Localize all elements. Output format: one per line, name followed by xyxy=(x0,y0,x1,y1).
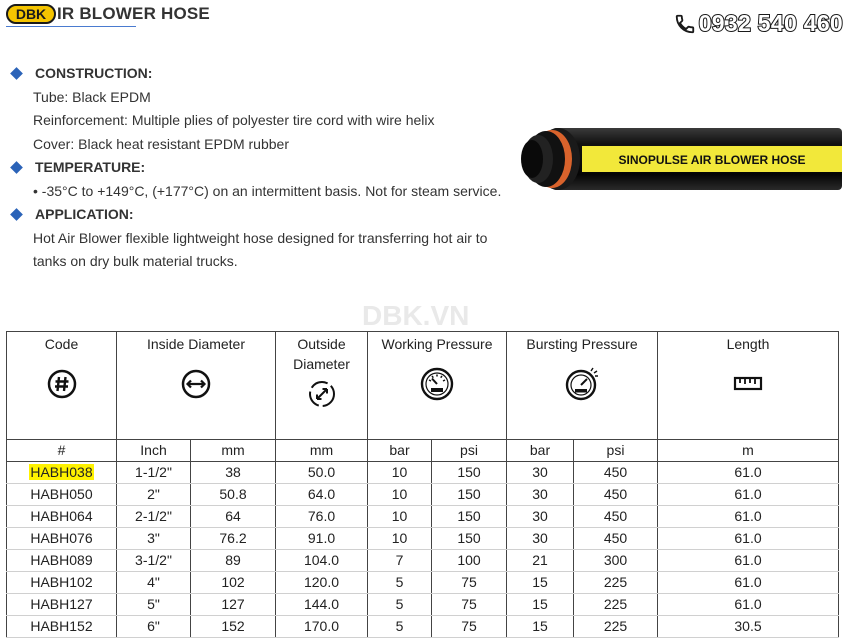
phone-number: 0932 540 460 xyxy=(698,10,843,36)
table-cell: 21 xyxy=(507,550,574,572)
table-cell: 1-1/2" xyxy=(117,462,191,484)
table-unit-row xyxy=(7,440,839,462)
unit-cell: m xyxy=(658,440,839,462)
table-cell: 15 xyxy=(507,616,574,638)
col-code: Code xyxy=(7,332,117,440)
table-cell: 5" xyxy=(117,594,191,616)
diamond-bullet-icon xyxy=(10,208,23,221)
product-code-cell xyxy=(7,462,117,484)
phone-icon xyxy=(674,13,696,35)
product-code-cell: HABH050 xyxy=(7,484,117,506)
table-row xyxy=(7,572,839,594)
table-cell: 38 xyxy=(191,462,276,484)
table-cell: 10 xyxy=(368,506,432,528)
table-cell: 450 xyxy=(574,462,658,484)
table-cell: 89 xyxy=(191,550,276,572)
table-cell: 30 xyxy=(507,506,574,528)
diameter-arrows-icon xyxy=(181,369,211,399)
diamond-bullet-icon xyxy=(10,67,23,80)
pressure-gauge-icon xyxy=(420,367,454,401)
product-code-cell: HABH152 xyxy=(7,616,117,638)
unit-cell: psi xyxy=(432,440,507,462)
table-cell: 50.0 xyxy=(276,462,368,484)
table-row xyxy=(7,506,839,528)
table-cell: 150 xyxy=(432,484,507,506)
page-title: IR BLOWER HOSE xyxy=(57,4,210,23)
table-cell: 75 xyxy=(432,616,507,638)
product-code-cell: HABH127 xyxy=(7,594,117,616)
table-cell: 61.0 xyxy=(658,462,839,484)
table-cell: 75 xyxy=(432,572,507,594)
outside-diameter-icon xyxy=(307,379,337,409)
table-cell: 225 xyxy=(574,572,658,594)
table-cell: 4" xyxy=(117,572,191,594)
col-working-pressure: Working Pressure xyxy=(368,332,507,440)
product-code-cell: HABH076 xyxy=(7,528,117,550)
table-cell: 64.0 xyxy=(276,484,368,506)
table-cell: 30 xyxy=(507,462,574,484)
table-cell: 5 xyxy=(368,594,432,616)
temperature-heading: TEMPERATURE: xyxy=(10,156,510,180)
bursting-gauge-icon xyxy=(564,367,600,401)
hose-image xyxy=(512,118,842,204)
unit-cell: # xyxy=(7,440,117,462)
table-row xyxy=(7,462,839,484)
reinforcement-text: Reinforcement: Multiple plies of polyester tire cord with wire helix xyxy=(33,112,435,128)
unit-cell: mm xyxy=(191,440,276,462)
table-cell: 120.0 xyxy=(276,572,368,594)
table-cell: 10 xyxy=(368,462,432,484)
watermark: DBK.VN xyxy=(362,300,470,331)
table-cell: 100 xyxy=(432,550,507,572)
table-cell: 30.5 xyxy=(658,616,839,638)
table-row xyxy=(7,616,839,638)
table-cell: 5 xyxy=(368,572,432,594)
table-cell: 7 xyxy=(368,550,432,572)
tube-text: Tube: Black EPDM xyxy=(33,88,151,105)
table-cell: 150 xyxy=(432,528,507,550)
col-length: Length xyxy=(658,332,839,440)
table-row xyxy=(7,528,839,550)
table-cell: 104.0 xyxy=(276,550,368,572)
table-cell: 64 xyxy=(191,506,276,528)
cover-text: Cover: Black heat resistant EPDM rubber xyxy=(33,135,289,152)
construction-heading: CONSTRUCTION: xyxy=(10,62,510,86)
table-row xyxy=(7,484,839,506)
table-cell: 75 xyxy=(432,594,507,616)
table-cell: 61.0 xyxy=(658,506,839,528)
table-body xyxy=(7,462,839,638)
table-cell: 450 xyxy=(574,528,658,550)
table-cell: 2-1/2" xyxy=(117,506,191,528)
table-cell: 152 xyxy=(191,616,276,638)
table-row xyxy=(7,594,839,616)
unit-cell: mm xyxy=(276,440,368,462)
table-cell: 15 xyxy=(507,594,574,616)
title-underline xyxy=(6,26,136,27)
table-cell: 50.8 xyxy=(191,484,276,506)
highlighted-code: HABH038 xyxy=(30,464,93,480)
description xyxy=(10,62,510,274)
product-code-cell: HABH064 xyxy=(7,506,117,528)
product-code-cell: HABH102 xyxy=(7,572,117,594)
table-cell: 450 xyxy=(574,506,658,528)
hash-icon xyxy=(47,369,77,399)
application-text: Hot Air Blower flexible lightweight hose designed for transferring hot air to tanks on dry bulk material trucks. xyxy=(33,229,488,269)
table-cell: 102 xyxy=(191,572,276,594)
table-cell: 61.0 xyxy=(658,528,839,550)
table-cell: 61.0 xyxy=(658,550,839,572)
table-cell: 170.0 xyxy=(276,616,368,638)
phone-contact[interactable] xyxy=(674,10,843,37)
table-cell: 10 xyxy=(368,484,432,506)
table-cell: 30 xyxy=(507,484,574,506)
table-cell: 150 xyxy=(432,462,507,484)
table-cell: 10 xyxy=(368,528,432,550)
table-cell: 3" xyxy=(117,528,191,550)
table-cell: 61.0 xyxy=(658,594,839,616)
table-cell: 30 xyxy=(507,528,574,550)
brand-header xyxy=(6,4,210,24)
unit-cell: psi xyxy=(574,440,658,462)
table-cell: 300 xyxy=(574,550,658,572)
table-cell: 76.2 xyxy=(191,528,276,550)
table-cell: 225 xyxy=(574,616,658,638)
product-code-cell: HABH089 xyxy=(7,550,117,572)
temperature-text: • -35°C to +149°C, (+177°C) on an intermittent basis. Not for steam service. xyxy=(33,182,502,199)
table-cell: 61.0 xyxy=(658,484,839,506)
table-cell: 127 xyxy=(191,594,276,616)
table-cell: 144.0 xyxy=(276,594,368,616)
table-cell: 6" xyxy=(117,616,191,638)
ruler-icon xyxy=(733,375,763,393)
table-header-row xyxy=(7,332,839,440)
table-cell: 225 xyxy=(574,594,658,616)
table-cell: 3-1/2" xyxy=(117,550,191,572)
unit-cell: Inch xyxy=(117,440,191,462)
diamond-bullet-icon xyxy=(10,161,23,174)
col-bursting-pressure: Bursting Pressure xyxy=(507,332,658,440)
table-row xyxy=(7,550,839,572)
spec-table xyxy=(6,331,839,638)
unit-cell: bar xyxy=(507,440,574,462)
table-cell: 450 xyxy=(574,484,658,506)
table-cell: 5 xyxy=(368,616,432,638)
table-cell: 2" xyxy=(117,484,191,506)
dbk-logo[interactable]: DBK xyxy=(6,4,56,24)
table-cell: 61.0 xyxy=(658,572,839,594)
table-cell: 76.0 xyxy=(276,506,368,528)
table-cell: 15 xyxy=(507,572,574,594)
table-cell: 150 xyxy=(432,506,507,528)
application-heading: APPLICATION: xyxy=(10,203,510,227)
table-cell: 91.0 xyxy=(276,528,368,550)
unit-cell: bar xyxy=(368,440,432,462)
col-outside-diameter: Outside Diameter xyxy=(276,332,368,440)
col-inside-diameter: Inside Diameter xyxy=(117,332,276,440)
hose-label: SINOPULSE AIR BLOWER HOSE xyxy=(618,153,806,167)
